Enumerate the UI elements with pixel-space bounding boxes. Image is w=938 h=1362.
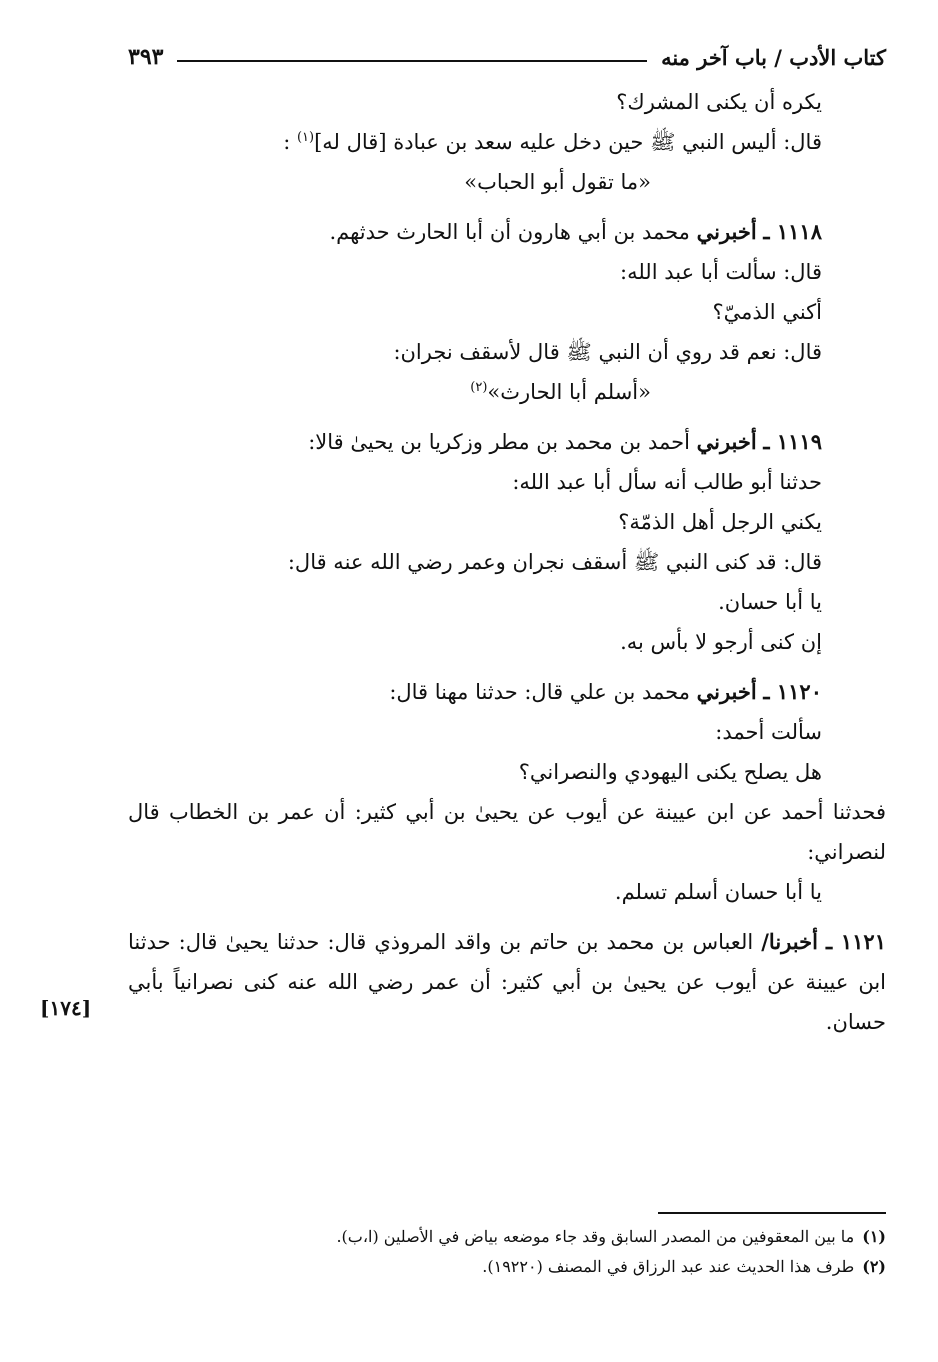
header-rule <box>177 60 647 62</box>
page-number: ٣٩٣ <box>128 44 164 70</box>
manuscript-folio-marker: [١٧٤] <box>40 996 92 1020</box>
quoted-line: «ما تقول أبو الحباب» <box>464 170 651 194</box>
text-line: قال: أليس النبي ﷺ حين دخل عليه سعد بن عبادة [قال له]$^{(١)}$ : <box>283 130 822 154</box>
text-line: يكره أن يكنى المشرك؟ <box>616 90 822 114</box>
hadith-number: ١١٢٠ ـ <box>763 679 822 704</box>
footnotes <box>128 1222 886 1282</box>
hadith-1120: ١١٢٠ ـ أخبرني محمد بن علي قال: حدثنا مهنا قال: <box>389 679 822 704</box>
text-line: قال: نعم قد روي أن النبي ﷺ قال لأسقف نجران: <box>393 340 822 364</box>
text-line: إن كنى أرجو لا بأس به. <box>620 630 822 654</box>
hadith-1121: ١١٢١ ـ أخبرنا/ العباس بن محمد بن حاتم بن واقد المروذي قال: حدثنا يحيىٰ قال: حدثنا ابن عيينة عن أيوب عن يحيىٰ بن أبي كثير: أن عمر رضي الله عنه كنى نصرانياً بأبي حسان. <box>128 929 886 1034</box>
running-header <box>128 30 886 70</box>
text-line: سألت أحمد: <box>715 720 822 744</box>
text-line: حدثنا أبو طالب أنه سأل أبا عبد الله: <box>512 470 822 494</box>
narration-keyword: أخبرني <box>696 429 757 454</box>
text-paragraph: فحدثنا أحمد عن ابن عيينة عن أيوب عن يحيىٰ بن أبي كثير: أن عمر بن الخطاب قال لنصراني: <box>128 800 886 864</box>
hadith-number: ١١١٨ ـ <box>763 219 822 244</box>
narration-keyword: أخبرني <box>696 679 757 704</box>
text-line: يكني الرجل أهل الذمّة؟ <box>618 510 822 534</box>
text-line: هل يصلح يكنى اليهودي والنصراني؟ <box>518 760 822 784</box>
text-line: قال: قد كنى النبي ﷺ أسقف نجران وعمر رضي الله عنه قال: <box>287 550 822 574</box>
footnote: (١)ما بين المعقوفين من المصدر السابق وقد جاء موضعه بياض في الأصلين (ا،ب). <box>336 1227 886 1246</box>
text-line: يا أبا حسان أسلم تسلم. <box>614 880 822 904</box>
text-line: أكني الذميّ؟ <box>712 300 822 324</box>
footnote: (٢)طرف هذا الحديث عند عبد الرزاق في المصنف (١٩٢٢٠). <box>482 1257 886 1276</box>
footnote-rule <box>658 1212 886 1214</box>
hadith-1119: ١١١٩ ـ أخبرني أحمد بن محمد بن مطر وزكريا بن يحيىٰ قالا: <box>308 429 822 454</box>
hadith-1118: ١١١٨ ـ أخبرني محمد بن أبي هارون أن أبا الحارث حدثهم. <box>329 219 822 244</box>
footnote-ref: (١) <box>296 130 315 145</box>
hadith-number: ١١١٩ ـ <box>763 429 822 454</box>
footnote-ref: (٢) <box>470 380 488 395</box>
hadith-number: ١١٢١ ـ <box>826 929 886 954</box>
text-line: يا أبا حسان. <box>718 590 822 614</box>
text-line: قال: سألت أبا عبد الله: <box>620 260 822 284</box>
narration-keyword: أخبرني <box>696 219 757 244</box>
main-text <box>128 82 886 1042</box>
narration-keyword: أخبرنا/ <box>761 929 818 954</box>
quoted-line: «أسلم أبا الحارث»$^{(٢)}$ <box>470 380 651 404</box>
chapter-title: كتاب الأدب / باب آخر منه <box>661 45 886 70</box>
